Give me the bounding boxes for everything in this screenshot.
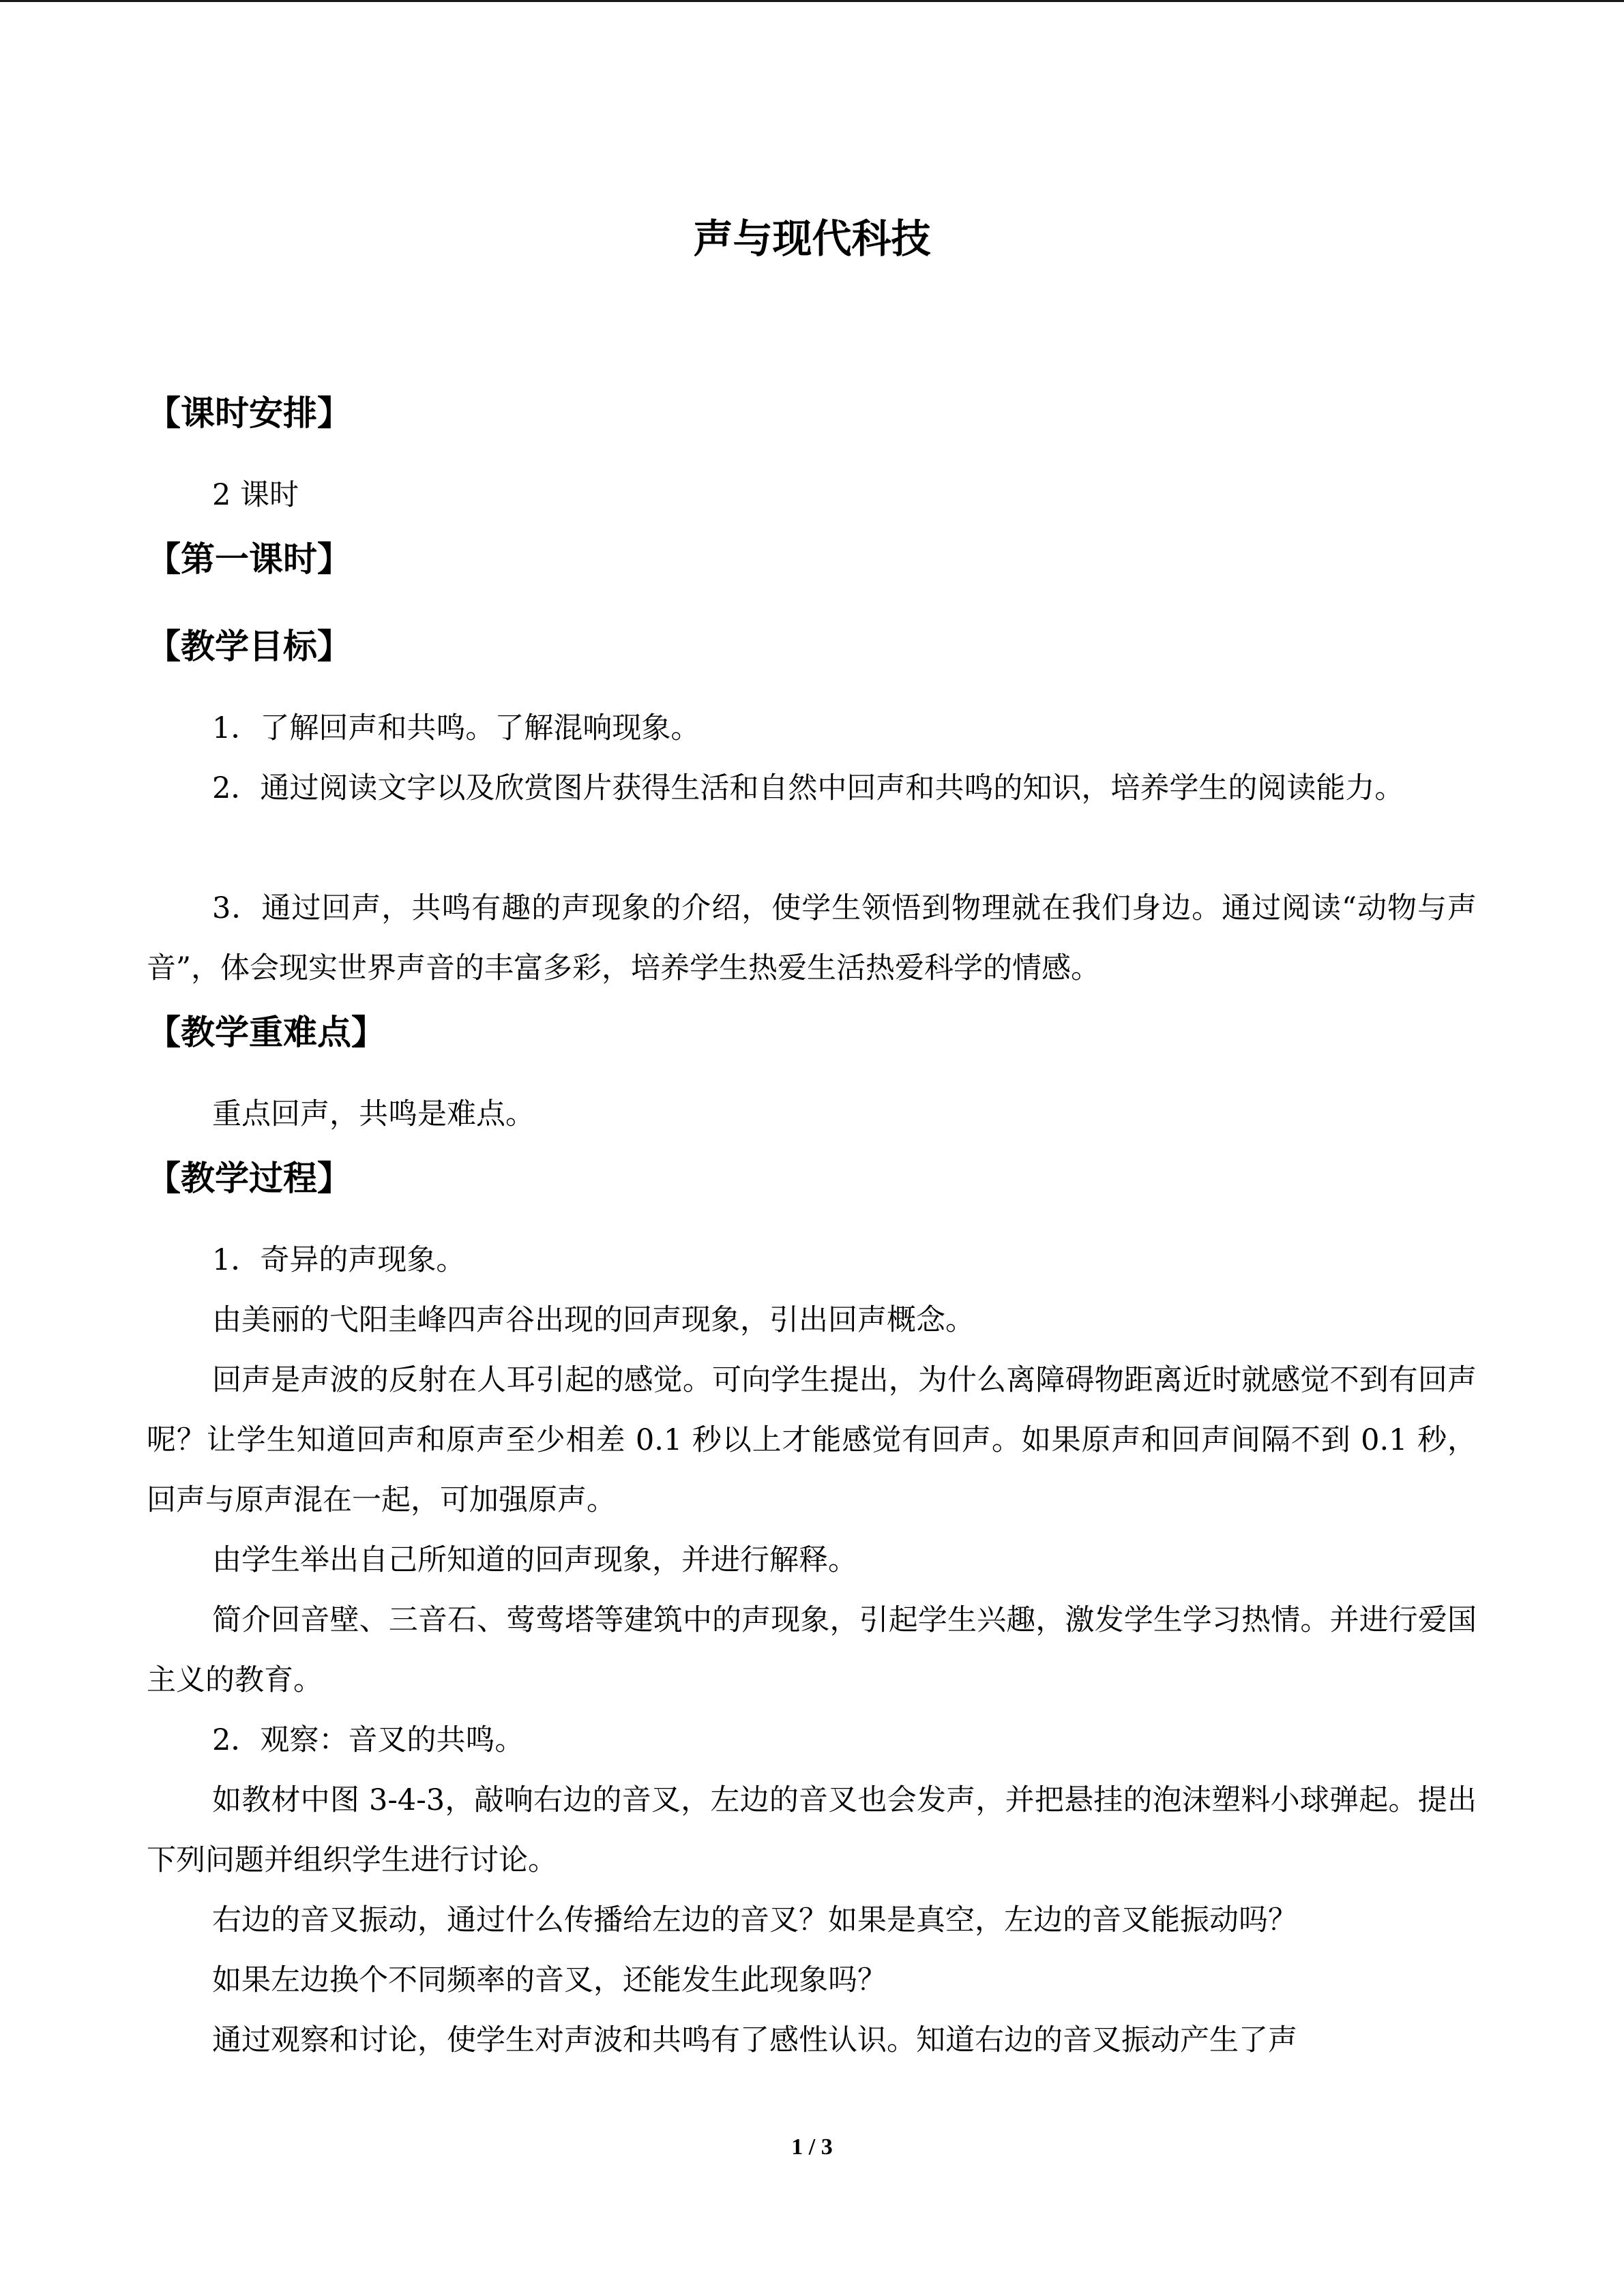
- section-heading-key-points: 【教学重难点】: [147, 1013, 385, 1052]
- section-heading-schedule: 【课时安排】: [147, 393, 351, 433]
- section-heading-process: 【教学过程】: [147, 1159, 351, 1198]
- process-paragraph: 通过观察和讨论，使学生对声波和共鸣有了感性认识。知道右边的音叉振动产生了声: [212, 2023, 1297, 2057]
- process-paragraph: 由学生举出自己所知道的回声现象，并进行解释。: [212, 1543, 857, 1577]
- goal-item-2: 2．通过阅读文字以及欣赏图片获得生活和自然中回声和共鸣的知识，培养学生的阅读能力。: [212, 771, 1404, 805]
- key-points-text: 重点回声，共鸣是难点。: [212, 1097, 535, 1131]
- document-title: 声与现代科技: [693, 215, 931, 262]
- process-paragraph: 右边的音叉振动，通过什么传播给左边的音叉？如果是真空，左边的音叉能振动吗？: [212, 1903, 1297, 1937]
- section-heading-lesson1: 【第一课时】: [147, 539, 351, 579]
- process-paragraph: 回声是声波的反射在人耳引起的感觉。可向学生提出，为什么离障碍物距离近时就感觉不到有回声呢？让学生知道回声和原声至少相差 0.1 秒以上才能感觉有回声。如果原声和回声间隔不到 0.1 秒，回声与原声混在一起，可加强原声。: [147, 1363, 1477, 1517]
- process-paragraph: 如果左边换个不同频率的音叉，还能发生此现象吗？: [212, 1963, 887, 1997]
- schedule-text: 2 课时: [212, 478, 299, 512]
- process-paragraph: 简介回音壁、三音石、莺莺塔等建筑中的声现象，引起学生兴趣，激发学生学习热情。并进行爱国主义的教育。: [147, 1603, 1477, 1697]
- goal-item-3: 3．通过回声，共鸣有趣的声现象的介绍，使学生领悟到物理就在我们身边。通过阅读“动物与声音”，体会现实世界声音的丰富多彩，培养学生热爱生活热爱科学的情感。: [147, 891, 1477, 985]
- section-heading-goals: 【教学目标】: [147, 627, 351, 666]
- top-rule: [0, 0, 1624, 2]
- goal-item-1: 1．了解回声和共鸣。了解混响现象。: [212, 711, 700, 745]
- process-paragraph: 如教材中图 3-4-3，敲响右边的音叉，左边的音叉也会发声，并把悬挂的泡沫塑料小球弹起。提出下列问题并组织学生进行讨论。: [147, 1783, 1477, 1877]
- page-number: 1 / 3: [791, 2134, 833, 2160]
- process-paragraph: 由美丽的弋阳圭峰四声谷出现的回声现象，引出回声概念。: [212, 1303, 975, 1337]
- process-paragraph: 2．观察：音叉的共鸣。: [212, 1723, 525, 1757]
- process-paragraph: 1．奇异的声现象。: [212, 1243, 466, 1277]
